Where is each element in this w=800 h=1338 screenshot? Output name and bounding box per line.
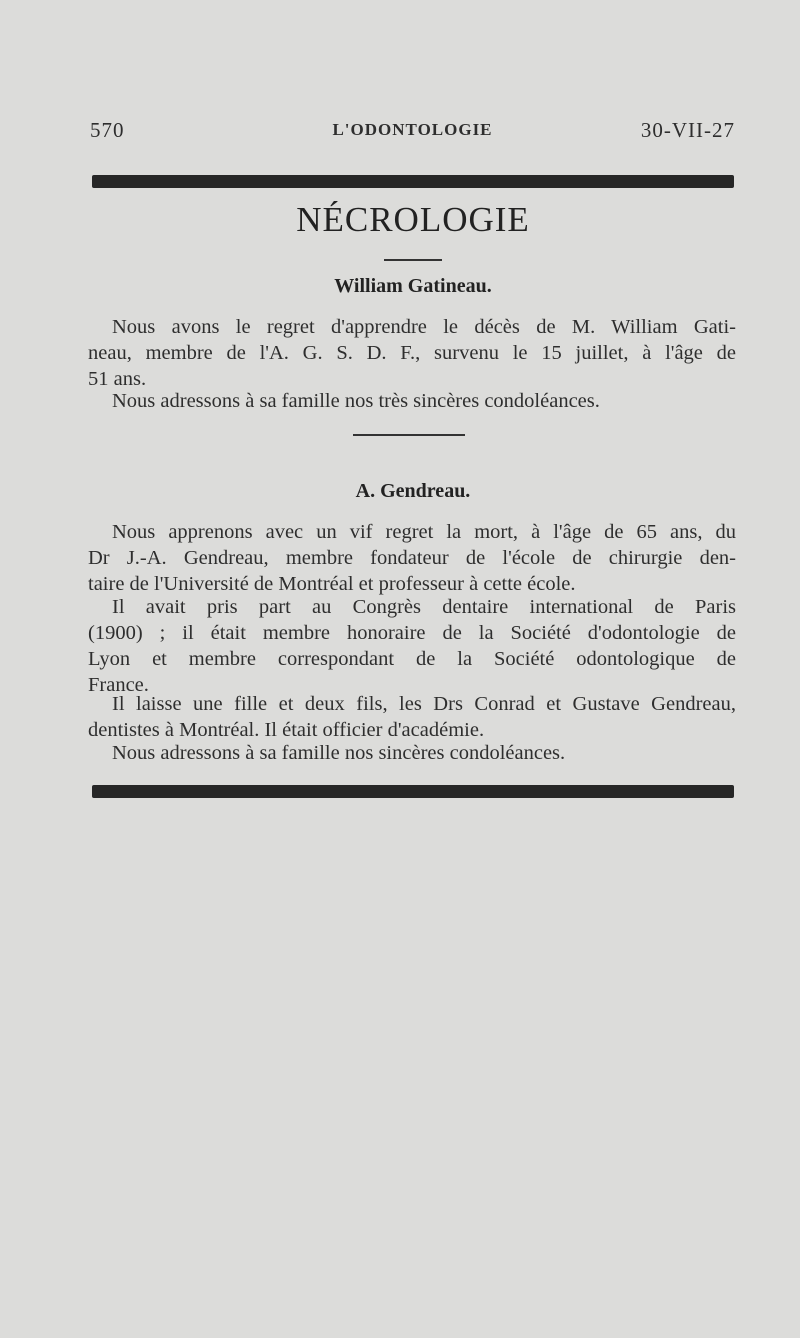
text-line: (1900) ; il était membre honoraire de la Société d'odontologie de [88,622,736,644]
text-line: taire de l'Université de Montréal et professeur à cette école. [88,573,576,595]
page-number: 570 [90,118,125,142]
text-line: 51 ans. [88,368,147,390]
text-line: Nous avons le regret d'apprendre le décès de M. William Gati- [112,316,736,338]
text-line: dentistes à Montréal. Il était officier d'académie. [88,719,485,741]
text-line: Lyon et membre correspondant de la Société odontologique de [88,648,736,670]
obituary-paragraph [88,691,736,743]
obituary-paragraph [88,519,736,597]
running-header [90,118,735,148]
text-line: Nous adressons à sa famille nos très sincères condoléances. [112,390,600,412]
text-line: France. [88,674,149,696]
obituary-paragraph [88,740,736,766]
separator-rule [353,434,465,436]
obituary-name-gendreau: A. Gendreau. [355,480,471,502]
text-line: Nous adressons à sa famille nos sincères condoléances. [112,742,566,764]
text-line: Il avait pris part au Congrès dentaire international de Paris [112,596,736,618]
obituary-name-gatineau: William Gatineau. [334,275,492,297]
top-thick-rule [92,175,734,188]
text-line: Dr J.-A. Gendreau, membre fondateur de l'école de chirurgie den- [88,547,736,569]
issue-date: 30-VII-27 [640,118,735,142]
text-line: Il laisse une fille et deux fils, les Drs Conrad et Gustave Gendreau, [112,693,736,715]
obituary-paragraph [88,314,736,392]
text-line: Nous apprenons avec un vif regret la mort, à l'âge de 65 ans, du [112,521,736,543]
journal-title: L'ODONTOLOGIE [332,120,493,139]
obituary-paragraph [88,388,736,414]
obituary-paragraph [88,594,736,698]
section-title: NÉCROLOGIE [296,200,530,239]
bottom-thick-rule [92,785,734,798]
text-line: neau, membre de l'A. G. S. D. F., survenu le 15 juillet, à l'âge de [88,342,736,364]
title-underline [384,259,442,261]
